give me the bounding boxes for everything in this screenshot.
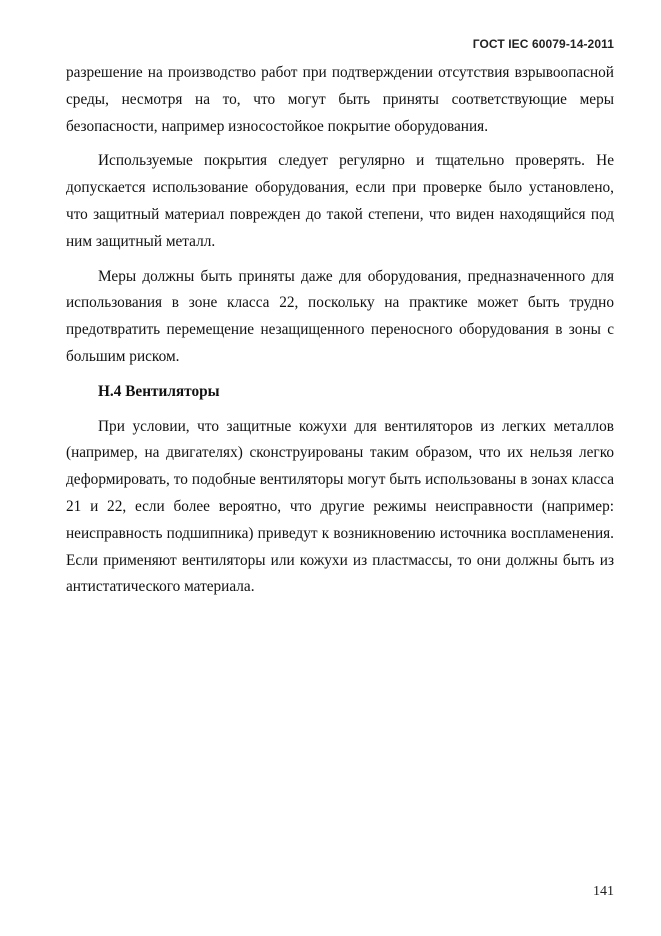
paragraph-fans: При условии, что защитные кожухи для вентиляторов из легких металлов (например, на двигателях) сконструированы таким образом, что их нельзя легко деформировать, то подобные вентиляторы могут быть использованы в зонах класса 21 и 22, если более вероятно, что другие режимы неисправности (например: неисправность подшипника) приведут к возникновению источника воспламенения. Если применяют вентиляторы или кожухи из пластмассы, то они должны быть из антистатического материала. bbox=[66, 417, 614, 596]
standard-code-header: ГОСТ IEC 60079-14-2011 bbox=[472, 37, 614, 51]
body-text bbox=[66, 60, 614, 601]
section-heading-fans: Н.4 Вентиляторы bbox=[98, 382, 220, 400]
paragraph-zone-22: Меры должны быть приняты даже для оборудования, предназначенного для использования в зоне класса 22, поскольку на практике может быть трудно предотвратить перемещение незащищенного переносного оборудования в зоны с большим риском. bbox=[66, 267, 614, 365]
paragraph-coatings: Используемые покрытия следует регулярно и тщательно проверять. Не допускается использование оборудования, если при проверке было установлено, что защитный материал поврежден до такой степени, что виден находящийся под ним защитный металл. bbox=[66, 152, 614, 250]
page-number: 141 bbox=[593, 884, 614, 899]
paragraph-continuation: разрешение на производство работ при подтверждении отсутствия взрывоопасной среды, несмотря на то, что могут быть приняты соответствующие меры безопасности, например износостойкое покрытие оборудования. bbox=[66, 64, 614, 135]
